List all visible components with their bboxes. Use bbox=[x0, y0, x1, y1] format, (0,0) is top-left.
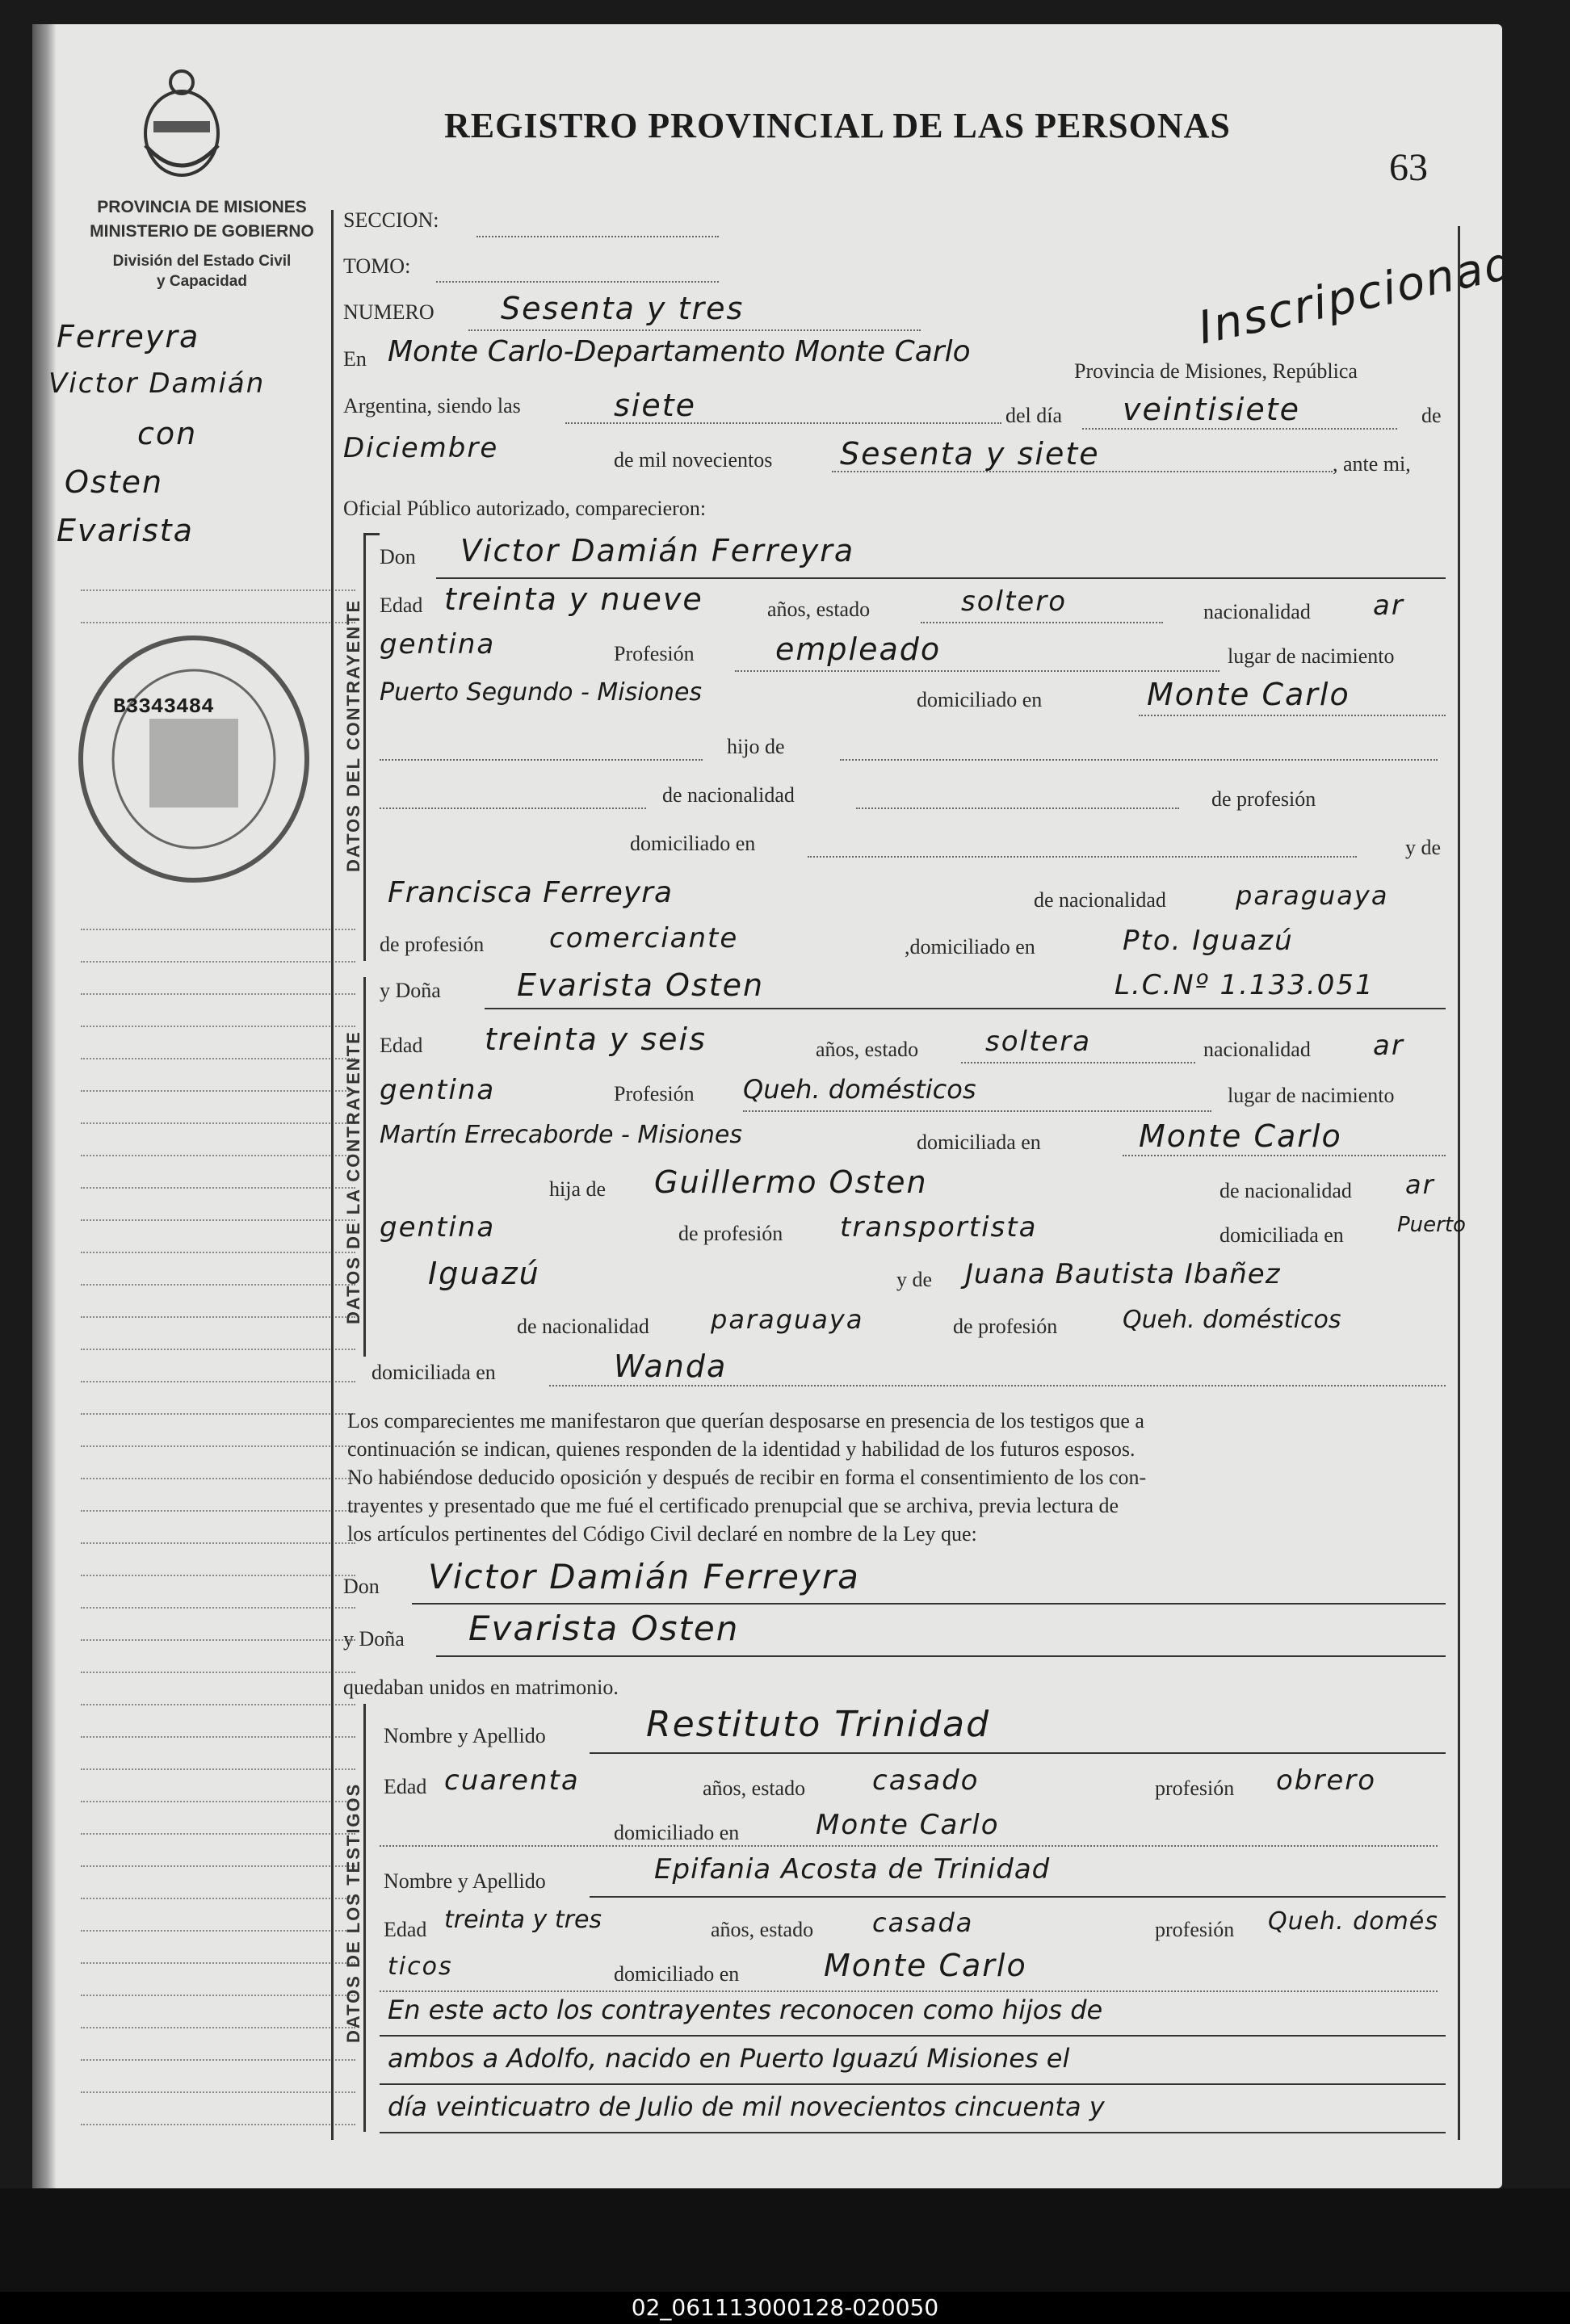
hijo-label: hijo de bbox=[727, 735, 785, 758]
right-rule bbox=[1458, 226, 1460, 2140]
bride-nac-2: gentina bbox=[380, 1074, 496, 1106]
w1-prof: obrero bbox=[1276, 1764, 1377, 1797]
bride-mother: Juana Bautista Ibañez bbox=[965, 1258, 1281, 1290]
statement-line: Los comparecientes me manifestaron que querían desposarse en presencia de los testigos que a bbox=[347, 1409, 1144, 1433]
register-page bbox=[32, 24, 1548, 2188]
en-label: En bbox=[343, 347, 367, 371]
w2-edad: treinta y tres bbox=[444, 1906, 602, 1934]
statement-dona-name: Evarista Osten bbox=[468, 1609, 740, 1648]
groom-profesion: empleado bbox=[775, 631, 942, 667]
statement-line: No habiéndose deducido oposición y después de recibir en forma el consentimiento de los con- bbox=[347, 1466, 1147, 1489]
y-de-label: y de bbox=[1405, 836, 1442, 859]
de-label: de bbox=[1421, 404, 1442, 427]
bride-father-dom-2: Iguazú bbox=[428, 1256, 540, 1291]
bride-name: Evarista Osten bbox=[517, 967, 765, 1003]
w2-edad-label: Edad bbox=[384, 1918, 427, 1941]
mother-prof-label: de profesión bbox=[953, 1315, 1058, 1338]
witness-section-label: DATOS DE LOS TESTIGOS bbox=[343, 1782, 363, 2043]
mother-dom-label: domiciliada en bbox=[372, 1361, 496, 1384]
w2-prof-1: Queh. domés bbox=[1268, 1907, 1438, 1936]
dia-value: veintisiete bbox=[1123, 392, 1300, 427]
profesion-label: Profesión bbox=[614, 642, 695, 665]
bride-father: Guillermo Osten bbox=[654, 1164, 928, 1200]
anio-value: Sesenta y siete bbox=[840, 436, 1100, 472]
father-dom-label: domiciliado en bbox=[630, 832, 756, 855]
mes-value: Diciembre bbox=[343, 432, 499, 464]
mother-dom-label: ,domiciliado en bbox=[905, 935, 1035, 959]
provincia-text: Provincia de Misiones, República bbox=[1074, 359, 1358, 383]
groom-nac-2: gentina bbox=[380, 628, 496, 661]
w2-name: Epifania Acosta de Trinidad bbox=[654, 1853, 1051, 1886]
bride-estado: soltera bbox=[985, 1026, 1092, 1058]
groom-mother: Francisca Ferreyra bbox=[388, 876, 674, 909]
en-value: Monte Carlo-Departamento Monte Carlo bbox=[388, 335, 971, 368]
w2-prof-2: ticos bbox=[388, 1953, 453, 1981]
image-caption: 02_061113000128-020050 bbox=[0, 2292, 1570, 2324]
margin-note-line: Victor Damián bbox=[48, 367, 266, 400]
mother-nac-label: de nacionalidad bbox=[517, 1315, 649, 1338]
statement-line: los artículos pertinentes del Código Civil declaré en nombre de la Ley que: bbox=[347, 1522, 977, 1546]
numero-value: Sesenta y tres bbox=[501, 291, 745, 326]
groom-mother-nac: paraguaya bbox=[1236, 880, 1389, 911]
w2-profesion-label: profesión bbox=[1155, 1918, 1235, 1941]
statement-don-name: Victor Damián Ferreyra bbox=[428, 1557, 860, 1596]
mil-label: de mil novecientos bbox=[614, 448, 773, 472]
lugar-label: lugar de nacimiento bbox=[1228, 644, 1395, 668]
note-line: día veinticuatro de Julio de mil novecientos cincuenta y bbox=[388, 2091, 1105, 2122]
father-dom-label: domiciliada en bbox=[1219, 1223, 1344, 1247]
w2-dom: Monte Carlo bbox=[824, 1948, 1027, 1983]
bride-mother-prof: Queh. domésticos bbox=[1123, 1306, 1341, 1334]
bride-profesion: Queh. domésticos bbox=[743, 1074, 976, 1105]
bride-lcn: L.C.Nº 1.133.051 bbox=[1115, 969, 1375, 1001]
statement-dona-label: y Doña bbox=[343, 1627, 405, 1651]
bride-father-nac-1: ar bbox=[1405, 1169, 1435, 1200]
bride-domicilio: Monte Carlo bbox=[1139, 1118, 1342, 1154]
argentina-text: Argentina, siendo las bbox=[343, 394, 521, 417]
ministry-label: MINISTERIO DE GOBIERNO bbox=[90, 222, 314, 241]
w1-nombre-label: Nombre y Apellido bbox=[384, 1724, 546, 1747]
division-label: División del Estado Civil bbox=[112, 253, 292, 270]
anios-label: años, estado bbox=[816, 1038, 919, 1061]
w2-estado: casada bbox=[872, 1907, 974, 1938]
de-prof-label: de profesión bbox=[1211, 787, 1316, 811]
seccion-label: SECCION: bbox=[343, 208, 439, 232]
nac-label: nacionalidad bbox=[1203, 600, 1311, 623]
scan-border bbox=[0, 2188, 1570, 2293]
groom-lugar: Puerto Segundo - Misiones bbox=[380, 678, 703, 707]
bride-section-label: DATOS DE LA CONTRAYENTE bbox=[343, 1030, 363, 1324]
y-de-label: y de bbox=[896, 1268, 933, 1291]
hija-label: hija de bbox=[549, 1177, 607, 1201]
profesion-label: Profesión bbox=[614, 1082, 695, 1105]
page-number: 63 bbox=[1389, 146, 1428, 189]
tomo-label: TOMO: bbox=[343, 254, 411, 278]
bride-mother-dom: Wanda bbox=[614, 1349, 728, 1384]
w1-edad-label: Edad bbox=[384, 1775, 427, 1798]
bride-mother-nac: paraguaya bbox=[711, 1304, 864, 1335]
bride-father-dom-1: Puerto bbox=[1397, 1213, 1466, 1237]
edad-label: Edad bbox=[380, 594, 423, 617]
father-prof-label: de profesión bbox=[678, 1222, 783, 1245]
lugar-label: lugar de nacimiento bbox=[1228, 1084, 1395, 1107]
margin-rule bbox=[331, 210, 334, 2140]
w2-anios-label: años, estado bbox=[711, 1918, 814, 1941]
page-shadow bbox=[32, 24, 57, 2188]
groom-edad: treinta y nueve bbox=[444, 581, 703, 617]
w1-dom-label: domiciliado en bbox=[614, 1821, 740, 1844]
mother-prof-label: de profesión bbox=[380, 933, 485, 956]
w2-dom-label: domiciliado en bbox=[614, 1962, 740, 1986]
bride-father-prof: transportista bbox=[840, 1211, 1038, 1244]
bride-lugar: Martín Errecaborde - Misiones bbox=[380, 1121, 742, 1149]
margin-note-line: Ferreyra bbox=[57, 319, 200, 354]
ante-label: , ante mi, bbox=[1333, 452, 1411, 476]
statement-line: trayentes y presentado que me fué el certificado prenupcial que se archiva, previa lectura de bbox=[347, 1494, 1119, 1517]
numero-label: NUMERO bbox=[343, 300, 434, 324]
margin-note-line: Evarista bbox=[57, 513, 194, 548]
coat-of-arms-icon bbox=[137, 65, 226, 186]
margin-note-line: con bbox=[137, 416, 198, 451]
note-line: En este acto los contrayentes reconocen como hijos de bbox=[388, 1995, 1103, 2025]
division-label-2: y Capacidad bbox=[157, 273, 247, 290]
edad-label: Edad bbox=[380, 1034, 423, 1057]
groom-section-label: DATOS DEL CONTRAYENTE bbox=[343, 598, 363, 872]
bride-father-nac-2: gentina bbox=[380, 1211, 496, 1244]
anios-label: años, estado bbox=[767, 598, 871, 621]
statement-don-label: Don bbox=[343, 1575, 380, 1598]
w1-dom: Monte Carlo bbox=[816, 1809, 1000, 1841]
province-label: PROVINCIA DE MISIONES bbox=[97, 198, 307, 216]
official-stamp-icon bbox=[65, 622, 323, 896]
w1-estado: casado bbox=[872, 1764, 980, 1797]
groom-mother-prof: comerciante bbox=[549, 922, 739, 954]
page-title: REGISTRO PROVINCIAL DE LAS PERSONAS bbox=[444, 106, 1231, 145]
dona-label: y Doña bbox=[380, 979, 441, 1002]
w1-edad: cuarenta bbox=[444, 1764, 580, 1797]
stamp-number: B3343484 bbox=[113, 694, 214, 719]
oficial-text: Oficial Público autorizado, comparecieron: bbox=[343, 497, 707, 520]
statement-closing: quedaban unidos en matrimonio. bbox=[343, 1676, 619, 1699]
w2-nombre-label: Nombre y Apellido bbox=[384, 1869, 546, 1893]
domicilio-label: domiciliada en bbox=[917, 1131, 1041, 1154]
father-nac-label: de nacionalidad bbox=[1219, 1179, 1352, 1202]
de-nac-label: de nacionalidad bbox=[662, 783, 795, 807]
statement-line: continuación se indican, quienes responden de la identidad y habilidad de los futuros esposos. bbox=[347, 1437, 1136, 1461]
bride-edad: treinta y seis bbox=[485, 1021, 707, 1057]
w1-anios-label: años, estado bbox=[703, 1777, 806, 1800]
groom-domicilio: Monte Carlo bbox=[1147, 677, 1350, 712]
hora-value: siete bbox=[614, 388, 697, 423]
del-dia-label: del día bbox=[1005, 404, 1063, 427]
w1-name: Restituto Trinidad bbox=[646, 1704, 991, 1745]
nac-label: nacionalidad bbox=[1203, 1038, 1311, 1061]
domicilio-label: domiciliado en bbox=[917, 688, 1043, 711]
note-line: ambos a Adolfo, nacido en Puerto Iguazú Misiones el bbox=[388, 2043, 1070, 2074]
w1-profesion-label: profesión bbox=[1155, 1777, 1235, 1800]
mother-nac-label: de nacionalidad bbox=[1034, 888, 1166, 912]
groom-name: Victor Damián Ferreyra bbox=[460, 533, 855, 568]
don-label: Don bbox=[380, 545, 416, 568]
annotation-signature: Inscripcionada bbox=[1193, 230, 1548, 355]
margin-note-line: Osten bbox=[65, 464, 164, 500]
groom-nac-1: ar bbox=[1373, 589, 1404, 622]
groom-mother-dom: Pto. Iguazú bbox=[1123, 925, 1294, 957]
bride-nac-1: ar bbox=[1373, 1030, 1404, 1062]
groom-estado: soltero bbox=[961, 585, 1067, 618]
